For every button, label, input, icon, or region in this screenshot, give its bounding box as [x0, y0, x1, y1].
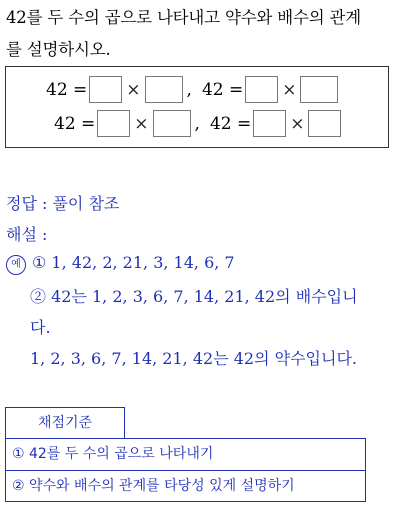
equation-lhs: 42 = — [201, 79, 244, 100]
question-line-2: 를 설명하시오. — [6, 40, 111, 59]
times-sign: × — [290, 113, 305, 134]
answer-blank[interactable] — [308, 110, 341, 137]
answer-blank[interactable] — [145, 76, 183, 103]
answer-blank[interactable] — [245, 76, 278, 103]
answer-blank[interactable] — [153, 110, 191, 137]
question-text — [6, 2, 398, 66]
times-sign: × — [134, 113, 149, 134]
answer-blank[interactable] — [97, 110, 130, 137]
equation-lhs: 42 = — [209, 113, 252, 134]
comma-separator: , — [186, 79, 192, 100]
comma-separator: , — [194, 113, 200, 134]
equation-lhs: 42 = — [54, 113, 96, 134]
example-badge: 예 — [6, 255, 26, 275]
criteria-item: ② 약수와 배수의 관계를 타당성 있게 설명하기 — [6, 470, 365, 501]
question-line-1: 42를 두 수의 곱으로 나타내고 약수와 배수의 관계 — [6, 8, 361, 27]
explanation-step-3: 1, 2, 3, 6, 7, 14, 21, 42는 42의 약수입니다. — [30, 349, 357, 368]
equation-box — [5, 66, 389, 148]
explanation-step-2: ② 42는 1, 2, 3, 6, 7, 14, 21, 42의 배수입니 — [30, 287, 358, 306]
grading-criteria-header: 채점기준 — [5, 407, 125, 438]
criteria-item: ① 42를 두 수의 곱으로 나타내기 — [12, 446, 214, 462]
answer-blank[interactable] — [89, 76, 122, 103]
step-1-text: ① 1, 42, 2, 21, 3, 14, 6, 7 — [32, 253, 235, 272]
times-sign: × — [126, 79, 141, 100]
answer-label: 정답 : 풀이 참조 — [6, 194, 120, 213]
times-sign: × — [282, 79, 297, 100]
explanation-step-2-cont: 다. — [30, 318, 51, 337]
equation-lhs: 42 = — [46, 79, 88, 100]
equation-row-1 — [46, 76, 338, 103]
answer-blank[interactable] — [253, 110, 286, 137]
explanation-label: 해설 : — [6, 225, 48, 244]
answer-blank[interactable] — [300, 76, 338, 103]
equation-row-2 — [54, 110, 341, 137]
grading-criteria-table — [5, 438, 366, 502]
explanation-step-1 — [6, 253, 235, 275]
